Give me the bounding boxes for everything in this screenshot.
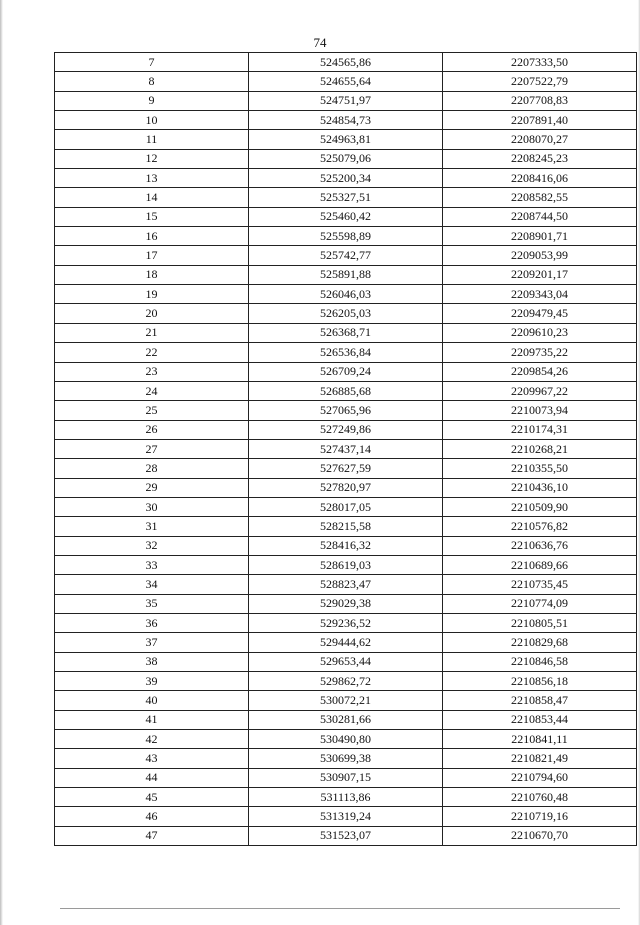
y-coordinate-cell: 2209967,22 [443, 381, 637, 400]
point-number-cell: 15 [55, 207, 249, 226]
point-number-cell: 43 [55, 749, 249, 768]
y-coordinate-cell: 2210735,45 [443, 575, 637, 594]
y-coordinate-cell: 2210774,09 [443, 594, 637, 613]
x-coordinate-cell: 531523,07 [249, 826, 443, 845]
table-row [55, 768, 637, 787]
y-coordinate-cell: 2208245,23 [443, 149, 637, 168]
x-coordinate-cell: 527065,96 [249, 401, 443, 420]
table-row [55, 807, 637, 826]
coordinates-table-body [55, 53, 637, 846]
y-coordinate-cell: 2208582,55 [443, 188, 637, 207]
x-coordinate-cell: 529029,38 [249, 594, 443, 613]
y-coordinate-cell: 2207891,40 [443, 111, 637, 130]
y-coordinate-cell: 2210856,18 [443, 672, 637, 691]
point-number-cell: 46 [55, 807, 249, 826]
x-coordinate-cell: 530281,66 [249, 710, 443, 729]
table-row [55, 478, 637, 497]
point-number-cell: 7 [55, 53, 249, 72]
x-coordinate-cell: 531319,24 [249, 807, 443, 826]
point-number-cell: 12 [55, 149, 249, 168]
y-coordinate-cell: 2209854,26 [443, 362, 637, 381]
point-number-cell: 31 [55, 517, 249, 536]
x-coordinate-cell: 525200,34 [249, 169, 443, 188]
table-row [55, 381, 637, 400]
y-coordinate-cell: 2210805,51 [443, 613, 637, 632]
point-number-cell: 21 [55, 323, 249, 342]
x-coordinate-cell: 528823,47 [249, 575, 443, 594]
x-coordinate-cell: 524751,97 [249, 91, 443, 110]
point-number-cell: 14 [55, 188, 249, 207]
y-coordinate-cell: 2210436,10 [443, 478, 637, 497]
table-row [55, 72, 637, 91]
table-row [55, 826, 637, 845]
y-coordinate-cell: 2207522,79 [443, 72, 637, 91]
table-row [55, 169, 637, 188]
x-coordinate-cell: 526205,03 [249, 304, 443, 323]
point-number-cell: 28 [55, 459, 249, 478]
x-coordinate-cell: 525079,06 [249, 149, 443, 168]
point-number-cell: 8 [55, 72, 249, 91]
y-coordinate-cell: 2210073,94 [443, 401, 637, 420]
point-number-cell: 37 [55, 633, 249, 652]
y-coordinate-cell: 2207708,83 [443, 91, 637, 110]
y-coordinate-cell: 2210174,31 [443, 420, 637, 439]
table-row [55, 149, 637, 168]
scan-shadow-left [0, 0, 3, 925]
y-coordinate-cell: 2210846,58 [443, 652, 637, 671]
x-coordinate-cell: 525742,77 [249, 246, 443, 265]
point-number-cell: 30 [55, 497, 249, 516]
x-coordinate-cell: 527249,86 [249, 420, 443, 439]
table-row [55, 111, 637, 130]
x-coordinate-cell: 526536,84 [249, 343, 443, 362]
table-row [55, 265, 637, 284]
table-row [55, 497, 637, 516]
table-row [55, 459, 637, 478]
table-row [55, 227, 637, 246]
table-row [55, 439, 637, 458]
y-coordinate-cell: 2210829,68 [443, 633, 637, 652]
table-row [55, 130, 637, 149]
point-number-cell: 33 [55, 555, 249, 574]
point-number-cell: 13 [55, 169, 249, 188]
y-coordinate-cell: 2209735,22 [443, 343, 637, 362]
x-coordinate-cell: 528416,32 [249, 536, 443, 555]
x-coordinate-cell: 527437,14 [249, 439, 443, 458]
point-number-cell: 29 [55, 478, 249, 497]
point-number-cell: 11 [55, 130, 249, 149]
table-row [55, 401, 637, 420]
y-coordinate-cell: 2210509,90 [443, 497, 637, 516]
point-number-cell: 41 [55, 710, 249, 729]
table-row [55, 536, 637, 555]
point-number-cell: 36 [55, 613, 249, 632]
table-row [55, 420, 637, 439]
table-row [55, 323, 637, 342]
x-coordinate-cell: 527820,97 [249, 478, 443, 497]
table-row [55, 594, 637, 613]
table-row [55, 633, 637, 652]
y-coordinate-cell: 2210689,66 [443, 555, 637, 574]
x-coordinate-cell: 524963,81 [249, 130, 443, 149]
x-coordinate-cell: 529444,62 [249, 633, 443, 652]
y-coordinate-cell: 2209053,99 [443, 246, 637, 265]
point-number-cell: 23 [55, 362, 249, 381]
y-coordinate-cell: 2210794,60 [443, 768, 637, 787]
x-coordinate-cell: 525460,42 [249, 207, 443, 226]
table-row [55, 613, 637, 632]
point-number-cell: 16 [55, 227, 249, 246]
x-coordinate-cell: 525327,51 [249, 188, 443, 207]
point-number-cell: 9 [55, 91, 249, 110]
table-row [55, 672, 637, 691]
bottom-scan-line [60, 908, 620, 909]
y-coordinate-cell: 2209343,04 [443, 285, 637, 304]
x-coordinate-cell: 524565,86 [249, 53, 443, 72]
table-row [55, 343, 637, 362]
point-number-cell: 35 [55, 594, 249, 613]
x-coordinate-cell: 529236,52 [249, 613, 443, 632]
x-coordinate-cell: 531113,86 [249, 788, 443, 807]
y-coordinate-cell: 2210841,11 [443, 730, 637, 749]
table-row [55, 710, 637, 729]
table-row [55, 788, 637, 807]
table-row [55, 517, 637, 536]
table-row [55, 575, 637, 594]
x-coordinate-cell: 526368,71 [249, 323, 443, 342]
x-coordinate-cell: 530072,21 [249, 691, 443, 710]
x-coordinate-cell: 530699,38 [249, 749, 443, 768]
point-number-cell: 18 [55, 265, 249, 284]
x-coordinate-cell: 525598,89 [249, 227, 443, 246]
x-coordinate-cell: 528619,03 [249, 555, 443, 574]
table-row [55, 53, 637, 72]
table-row [55, 246, 637, 265]
point-number-cell: 47 [55, 826, 249, 845]
point-number-cell: 25 [55, 401, 249, 420]
x-coordinate-cell: 525891,88 [249, 265, 443, 284]
x-coordinate-cell: 527627,59 [249, 459, 443, 478]
y-coordinate-cell: 2210636,76 [443, 536, 637, 555]
x-coordinate-cell: 529862,72 [249, 672, 443, 691]
x-coordinate-cell: 524854,73 [249, 111, 443, 130]
point-number-cell: 38 [55, 652, 249, 671]
x-coordinate-cell: 526709,24 [249, 362, 443, 381]
y-coordinate-cell: 2210760,48 [443, 788, 637, 807]
y-coordinate-cell: 2210853,44 [443, 710, 637, 729]
point-number-cell: 44 [55, 768, 249, 787]
x-coordinate-cell: 526885,68 [249, 381, 443, 400]
point-number-cell: 27 [55, 439, 249, 458]
table-row [55, 207, 637, 226]
x-coordinate-cell: 530490,80 [249, 730, 443, 749]
table-row [55, 188, 637, 207]
table-row [55, 691, 637, 710]
point-number-cell: 22 [55, 343, 249, 362]
point-number-cell: 39 [55, 672, 249, 691]
y-coordinate-cell: 2208070,27 [443, 130, 637, 149]
table-row [55, 285, 637, 304]
point-number-cell: 32 [55, 536, 249, 555]
point-number-cell: 26 [55, 420, 249, 439]
table-row [55, 730, 637, 749]
x-coordinate-cell: 530907,15 [249, 768, 443, 787]
x-coordinate-cell: 524655,64 [249, 72, 443, 91]
coordinates-table [54, 52, 637, 846]
table-row [55, 362, 637, 381]
y-coordinate-cell: 2207333,50 [443, 53, 637, 72]
table-row [55, 91, 637, 110]
point-number-cell: 45 [55, 788, 249, 807]
table-row [55, 304, 637, 323]
y-coordinate-cell: 2210719,16 [443, 807, 637, 826]
table-row [55, 652, 637, 671]
point-number-cell: 20 [55, 304, 249, 323]
x-coordinate-cell: 529653,44 [249, 652, 443, 671]
y-coordinate-cell: 2208901,71 [443, 227, 637, 246]
point-number-cell: 24 [55, 381, 249, 400]
y-coordinate-cell: 2208744,50 [443, 207, 637, 226]
x-coordinate-cell: 526046,03 [249, 285, 443, 304]
y-coordinate-cell: 2209201,17 [443, 265, 637, 284]
y-coordinate-cell: 2208416,06 [443, 169, 637, 188]
point-number-cell: 40 [55, 691, 249, 710]
y-coordinate-cell: 2210821,49 [443, 749, 637, 768]
y-coordinate-cell: 2209610,23 [443, 323, 637, 342]
point-number-cell: 34 [55, 575, 249, 594]
x-coordinate-cell: 528215,58 [249, 517, 443, 536]
y-coordinate-cell: 2210268,21 [443, 439, 637, 458]
x-coordinate-cell: 528017,05 [249, 497, 443, 516]
point-number-cell: 17 [55, 246, 249, 265]
y-coordinate-cell: 2209479,45 [443, 304, 637, 323]
point-number-cell: 42 [55, 730, 249, 749]
point-number-cell: 10 [55, 111, 249, 130]
page-number: 74 [313, 35, 327, 50]
y-coordinate-cell: 2210670,70 [443, 826, 637, 845]
table-row [55, 555, 637, 574]
y-coordinate-cell: 2210858,47 [443, 691, 637, 710]
y-coordinate-cell: 2210355,50 [443, 459, 637, 478]
point-number-cell: 19 [55, 285, 249, 304]
y-coordinate-cell: 2210576,82 [443, 517, 637, 536]
table-row [55, 749, 637, 768]
